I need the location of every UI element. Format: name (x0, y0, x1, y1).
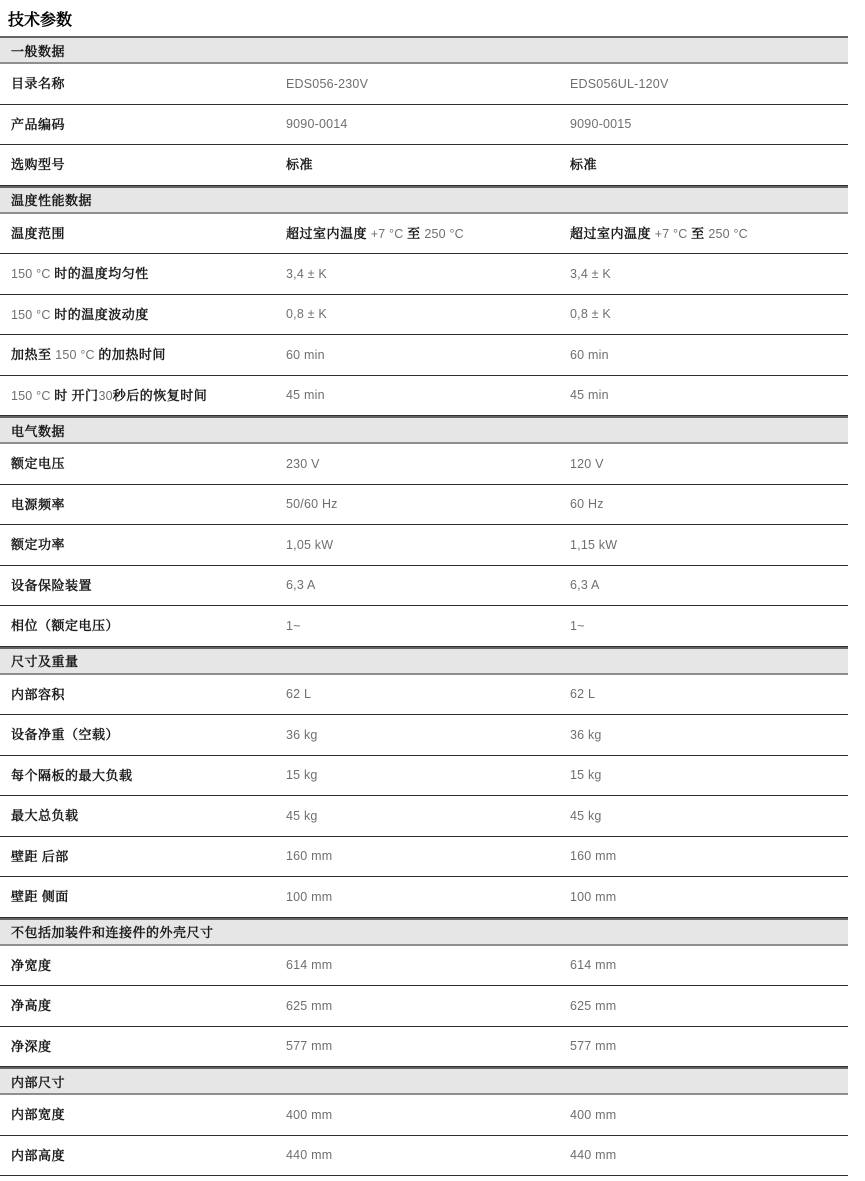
spec-label: 150 °C 时的温度波动度 (11, 306, 149, 322)
spec-value-2: 62 L (570, 687, 596, 701)
section-title: 内部尺寸 (11, 1074, 66, 1090)
spec-value-2: 60 Hz (570, 497, 604, 511)
table-row (0, 485, 848, 526)
spec-label: 每个隔板的最大负载 (11, 767, 133, 783)
spec-value-2: 400 mm (570, 1107, 617, 1122)
spec-value-1: 超过室内温度 +7 °C 至 250 °C (286, 225, 464, 241)
spec-value-2: 160 mm (570, 849, 617, 863)
spec-value-1: 60 min (286, 347, 325, 362)
spec-label: 额定功率 (11, 537, 66, 552)
spec-label: 目录名称 (11, 76, 66, 91)
spec-value-1: 3,4 ± K (286, 266, 327, 281)
spec-value-1: 9090-0014 (286, 117, 348, 131)
spec-label: 净高度 (11, 998, 52, 1013)
spec-label: 设备净重（空载） (11, 727, 120, 742)
spec-value-1: 1,05 kW (286, 537, 334, 552)
spec-label: 产品编码 (11, 116, 66, 132)
spec-value-1: 15 kg (286, 768, 318, 782)
section-header-general (0, 36, 848, 64)
spec-value-1: 160 mm (286, 849, 333, 863)
table-row (0, 986, 848, 1027)
spec-label: 温度范围 (11, 225, 66, 241)
spec-value-1: 62 L (286, 687, 312, 701)
spec-label: 净深度 (11, 1038, 52, 1054)
spec-value-1: 45 min (286, 388, 325, 402)
spec-value-2: EDS056UL-120V (570, 76, 669, 91)
spec-value-2: 100 mm (570, 889, 617, 904)
table-row (0, 295, 848, 336)
table-row (0, 444, 848, 485)
spec-label: 设备保险装置 (11, 577, 93, 593)
spec-value-2: 577 mm (570, 1039, 617, 1053)
spec-label: 壁距 后部 (11, 848, 69, 864)
section-header-dimensions-weight (0, 647, 848, 675)
spec-value-1: 625 mm (286, 998, 333, 1013)
table-row (0, 1027, 848, 1068)
spec-label: 内部高度 (11, 1147, 66, 1163)
spec-label: 壁距 侧面 (11, 889, 69, 904)
spec-value-1: 400 mm (286, 1107, 333, 1122)
spec-value-2: 3,4 ± K (570, 266, 611, 281)
spec-value-1: 36 kg (286, 727, 318, 742)
spec-value-2: 45 min (570, 388, 609, 402)
table-row (0, 1136, 848, 1177)
table-row (0, 946, 848, 987)
spec-value-2: 0,8 ± K (570, 307, 611, 321)
table-row (0, 566, 848, 607)
table-row (0, 335, 848, 376)
section-header-interior-dimensions (0, 1067, 848, 1095)
spec-value-2: 440 mm (570, 1148, 617, 1162)
page-title: 技术参数 (8, 12, 73, 29)
table-row (0, 756, 848, 797)
table-row (0, 1095, 848, 1136)
spec-value-2: 36 kg (570, 727, 602, 742)
spec-value-1: 6,3 A (286, 578, 316, 592)
spec-value-2: 1~ (570, 618, 585, 633)
spec-label: 选购型号 (11, 157, 66, 172)
table-row (0, 606, 848, 647)
spec-value-1: 0,8 ± K (286, 307, 327, 321)
section-header-housing-dimensions (0, 918, 848, 946)
spec-value-2: 标准 (570, 157, 598, 172)
spec-value-1: 614 mm (286, 958, 333, 972)
spec-value-2: 15 kg (570, 768, 602, 782)
table-row (0, 64, 848, 105)
spec-table (0, 36, 848, 1176)
table-row (0, 254, 848, 295)
table-row (0, 214, 848, 255)
spec-label: 额定电压 (11, 456, 66, 471)
spec-value-2: 6,3 A (570, 578, 600, 592)
spec-value-1: 100 mm (286, 889, 333, 904)
spec-value-2: 9090-0015 (570, 117, 632, 131)
table-row (0, 837, 848, 878)
spec-label: 加热至 150 °C 的加热时间 (11, 347, 166, 362)
spec-value-2: 614 mm (570, 958, 617, 972)
spec-value-1: 标准 (286, 157, 314, 172)
spec-value-2: 45 kg (570, 808, 602, 823)
table-row (0, 796, 848, 837)
spec-value-2: 1,15 kW (570, 537, 618, 552)
spec-label: 内部宽度 (11, 1107, 66, 1122)
spec-value-1: 50/60 Hz (286, 497, 338, 511)
spec-value-1: EDS056-230V (286, 76, 369, 91)
spec-label: 150 °C 时的温度均匀性 (11, 266, 149, 281)
section-title: 电气数据 (11, 423, 66, 439)
section-title: 温度性能数据 (11, 193, 93, 208)
table-row (0, 877, 848, 918)
spec-value-1: 230 V (286, 456, 320, 471)
section-title: 尺寸及重量 (11, 654, 79, 669)
spec-value-2: 超过室内温度 +7 °C 至 250 °C (570, 225, 748, 241)
table-row (0, 525, 848, 566)
spec-value-2: 120 V (570, 456, 604, 471)
section-title: 一般数据 (11, 43, 66, 59)
spec-value-2: 625 mm (570, 998, 617, 1013)
spec-label: 净宽度 (11, 957, 52, 973)
spec-value-1: 1~ (286, 618, 301, 633)
table-row (0, 105, 848, 146)
table-row (0, 715, 848, 756)
section-header-electrical (0, 416, 848, 444)
spec-value-1: 577 mm (286, 1039, 333, 1053)
spec-label: 内部容积 (11, 686, 66, 702)
table-row (0, 376, 848, 417)
table-row (0, 675, 848, 716)
table-row (0, 145, 848, 186)
spec-label: 电源频率 (11, 496, 66, 512)
spec-label: 150 °C 时 开门30秒后的恢复时间 (11, 387, 208, 403)
spec-value-1: 440 mm (286, 1148, 333, 1162)
spec-value-2: 60 min (570, 347, 609, 362)
spec-value-1: 45 kg (286, 808, 318, 823)
spec-label: 最大总负载 (11, 808, 79, 823)
section-header-temperature (0, 186, 848, 214)
spec-label: 相位（额定电压） (11, 618, 120, 633)
section-title: 不包括加装件和连接件的外壳尺寸 (11, 925, 214, 940)
